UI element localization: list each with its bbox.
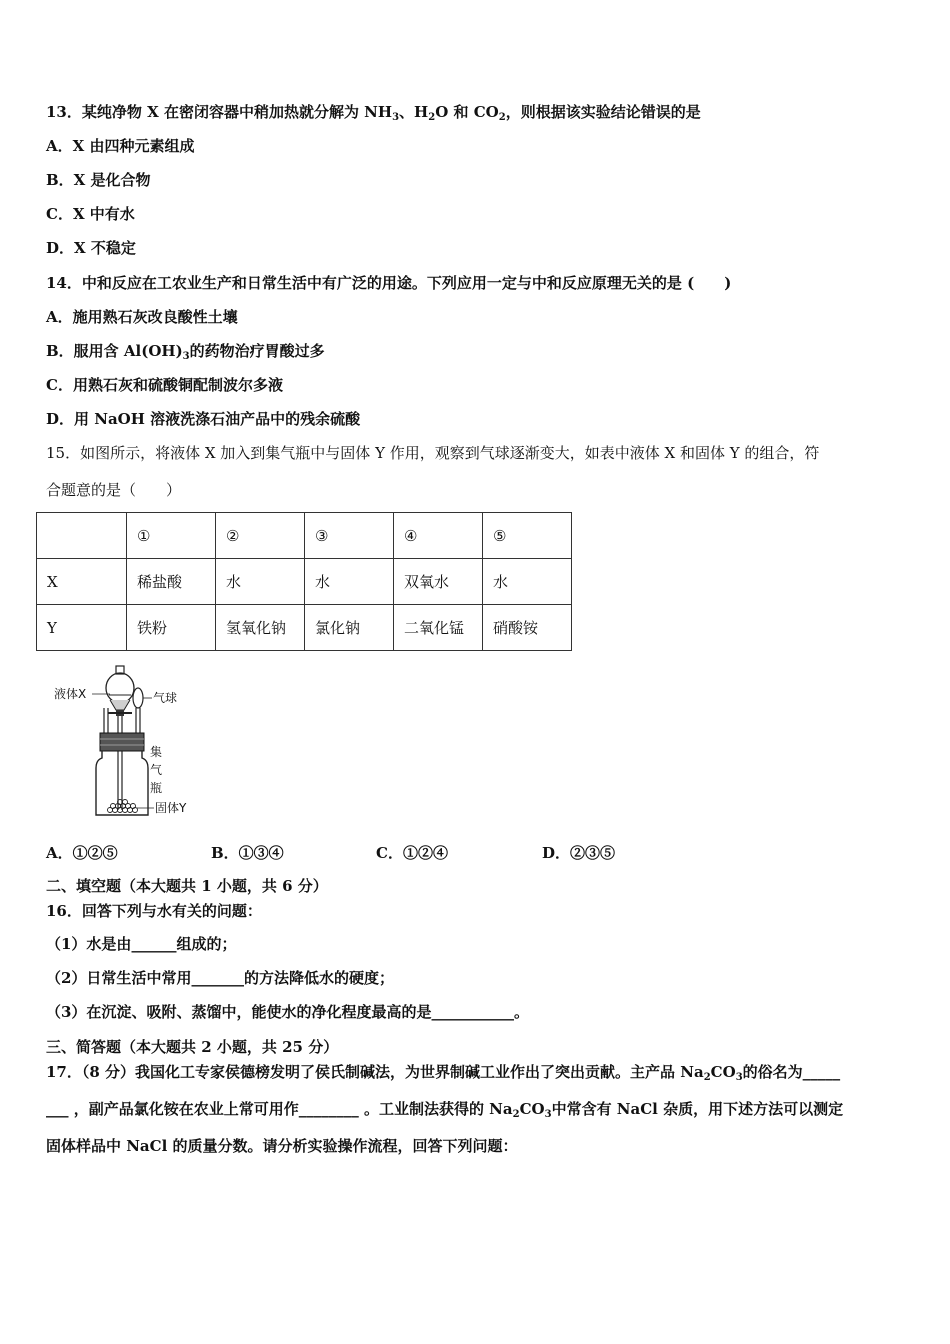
q13-stem-text: 、H xyxy=(399,103,429,121)
table-cell: 铁粉 xyxy=(127,605,216,651)
table-cell: 水 xyxy=(305,559,394,605)
rubber-stopper xyxy=(100,733,144,751)
q16-stem: 16．回答下列与水有关的问题： xyxy=(46,902,262,920)
q13-stem xyxy=(46,102,701,122)
q15-option-c: C．①②④ xyxy=(376,844,448,862)
q14-option-a: A．施用熟石灰改良酸性土壤 xyxy=(46,308,238,326)
q17-subscript: 3 xyxy=(544,1109,552,1120)
q13-stem-text: O 和 CO xyxy=(435,103,499,121)
table-cell: 氢氧化钠 xyxy=(216,605,305,651)
q13-option-c: C．X 中有水 xyxy=(46,205,135,223)
q14-option-b-text: B．服用含 Al(OH) xyxy=(46,342,183,360)
gas-bottle-apparatus-figure xyxy=(52,660,202,820)
q15-option-b: B．①③④ xyxy=(211,844,284,862)
q16-part3: （3）在沉淀、吸附、蒸馏中，能使水的净化程度最高的是___________。 xyxy=(46,1003,529,1021)
q17-line3: 固体样品中 NaCl 的质量分数。请分析实验操作流程，回答下列问题： xyxy=(46,1137,518,1155)
q17-text: 的俗名为_____ xyxy=(742,1063,841,1081)
q15-stem-line1: 15．如图所示，将液体 X 加入到集气瓶中与固体 Y 作用，观察到气球逐渐变大，如表中液体 X 和固体 Y 的组合，符 xyxy=(46,444,820,462)
q17-subscript: 3 xyxy=(735,1072,743,1083)
funnel-liquid xyxy=(110,700,130,710)
q14-option-b-subscript: 3 xyxy=(182,351,190,362)
table-cell: 水 xyxy=(483,559,572,605)
q17-line1 xyxy=(46,1062,840,1082)
table-row-label: Y xyxy=(37,605,127,651)
q16-part1: （1）水是由______组成的； xyxy=(46,935,237,953)
label-bottle-char1: 集 xyxy=(150,745,163,759)
q13-stem-text: ，则根据该实验结论错误的是 xyxy=(505,103,701,121)
table-row xyxy=(37,605,572,651)
q17-line2 xyxy=(46,1099,843,1119)
table-cell: 氯化钠 xyxy=(305,605,394,651)
q15-table xyxy=(36,512,572,651)
q15-option-a: A．①②⑤ xyxy=(46,844,118,862)
section2-title: 二、填空题（本大题共 1 小题，共 6 分） xyxy=(46,877,328,895)
q13-co2-subscript: 2 xyxy=(498,112,506,123)
label-bottle-char3: 瓶 xyxy=(150,781,163,795)
table-header-cell: ① xyxy=(127,513,216,559)
table-header-cell: ⑤ xyxy=(483,513,572,559)
balloon xyxy=(133,688,143,708)
table-header-cell: ③ xyxy=(305,513,394,559)
q13-nh3-subscript: 3 xyxy=(392,112,400,123)
q13-option-b: B．X 是化合物 xyxy=(46,171,151,189)
table-cell: 水 xyxy=(216,559,305,605)
q14-option-b xyxy=(46,341,325,361)
table-cell: 二氧化锰 xyxy=(394,605,483,651)
funnel-bulb xyxy=(106,673,134,703)
table-cell xyxy=(37,513,127,559)
table-header-cell: ④ xyxy=(394,513,483,559)
q17-text: 17．（8 分）我国化工专家侯德榜发明了侯氏制碱法，为世界制碱工业作出了突出贡献。主产品 Na xyxy=(46,1063,704,1081)
q14-option-d: D．用 NaOH 溶液洗涤石油产品中的残余硫酸 xyxy=(46,410,361,428)
table-cell: 硝酸铵 xyxy=(483,605,572,651)
q17-subscript: 2 xyxy=(703,1072,711,1083)
q13-h2o-subscript: 2 xyxy=(428,112,436,123)
q17-text: 中常含有 NaCl 杂质，用下述方法可以测定 xyxy=(551,1100,844,1118)
q17-text: CO xyxy=(710,1063,736,1081)
label-solid-y: 固体Y xyxy=(155,801,187,815)
q15-stem-line2: 合题意的是（ ） xyxy=(46,481,182,499)
label-liquid-x: 液体X xyxy=(54,687,87,701)
q15-option-d: D．②③⑤ xyxy=(542,844,616,862)
table-cell: 双氧水 xyxy=(394,559,483,605)
q17-text: ___ ，副产品氯化铵在农业上常可用作________ 。工业制法获得的 Na xyxy=(46,1100,513,1118)
table-cell: 稀盐酸 xyxy=(127,559,216,605)
table-header-cell: ② xyxy=(216,513,305,559)
label-balloon: 气球 xyxy=(153,691,178,705)
q16-part2: （2）日常生活中常用_______的方法降低水的硬度； xyxy=(46,969,394,987)
q17-text: CO xyxy=(519,1100,545,1118)
q17-subscript: 2 xyxy=(512,1109,520,1120)
q14-option-c: C．用熟石灰和硫酸铜配制波尔多液 xyxy=(46,376,283,394)
q13-option-d: D．X 不稳定 xyxy=(46,239,136,257)
q13-stem-text: 13．某纯净物 X 在密闭容器中稍加热就分解为 NH xyxy=(46,103,393,121)
label-bottle-char2: 气 xyxy=(150,763,163,777)
q14-stem: 14．中和反应在工农业生产和日常生活中有广泛的用途。下列应用一定与中和反应原理无关的是 ( ) xyxy=(46,274,732,292)
table-row-label: X xyxy=(37,559,127,605)
table-row xyxy=(37,513,572,559)
section3-title: 三、简答题（本大题共 2 小题，共 25 分） xyxy=(46,1038,339,1056)
q14-option-b-text: 的药物治疗胃酸过多 xyxy=(189,342,325,360)
q13-option-a: A．X 由四种元素组成 xyxy=(46,137,195,155)
table-row xyxy=(37,559,572,605)
